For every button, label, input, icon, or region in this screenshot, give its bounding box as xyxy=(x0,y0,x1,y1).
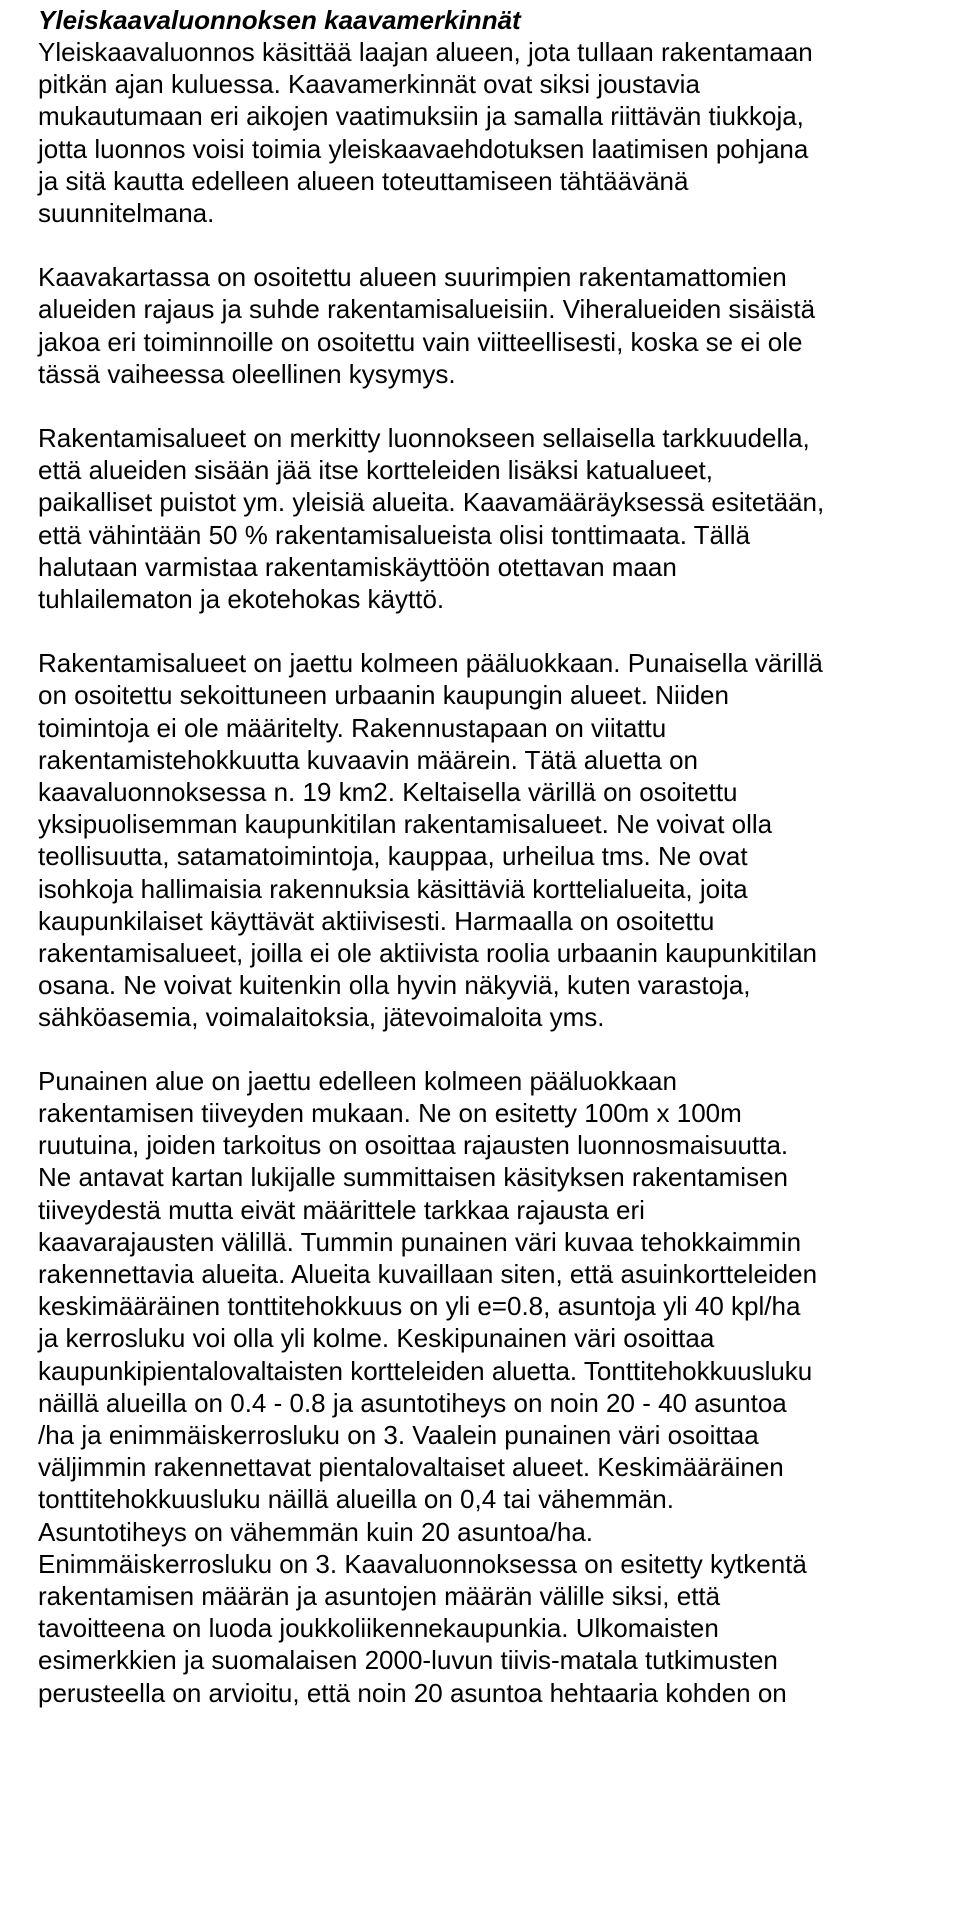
text-line: osana. Ne voivat kuitenkin olla hyvin näkyviä, kuten varastoja, xyxy=(38,970,751,1001)
text-line: isohkoja hallimaisia rakennuksia käsittäviä korttelialueita, joita xyxy=(38,873,748,904)
text-line: kaupunkilaiset käyttävät aktiivisesti. Harmaalla on osoitettu xyxy=(38,905,715,936)
text-line: suunnitelmana. xyxy=(38,198,215,229)
text-line: kaavaluonnoksessa n. 19 km2. Keltaisella värillä on osoitettu xyxy=(38,777,738,808)
paragraph-spacer xyxy=(38,390,940,422)
text-line: tonttitehokkuusluku näillä alueilla on 0,4 tai vähemmän. xyxy=(38,1484,674,1515)
text-line: jotta luonnos voisi toimia yleiskaavaehdotuksen laatimisen pohjana xyxy=(38,133,809,164)
text-line: tässä vaiheessa oleellinen kysymys. xyxy=(38,358,456,389)
text-line: on osoitettu sekoittuneen urbaanin kaupungin alueet. Niiden xyxy=(38,680,729,711)
paragraph-red-density xyxy=(38,1065,940,1709)
text-line: teollisuutta, satamatoimintoja, kauppaa, urheilua tms. Ne ovat xyxy=(38,841,748,872)
text-line: rakentamisalueet, joilla ei ole aktiivista roolia urbaanin kaupunkitilan xyxy=(38,938,817,969)
text-line: /ha ja enimmäiskerrosluku on 3. Vaalein punainen väri osoittaa xyxy=(38,1419,759,1450)
text-line: tuhlailematon ja ekotehokas käyttö. xyxy=(38,584,445,615)
text-line: halutaan varmistaa rakentamiskäyttöön otettavan maan xyxy=(38,551,677,582)
paragraph-main-classes xyxy=(38,647,940,1033)
text-line: ruutuina, joiden tarkoitus on osoittaa rajausten luonnosmaisuutta. xyxy=(38,1130,789,1161)
text-line: Kaavakartassa on osoitettu alueen suurimpien rakentamattomien xyxy=(38,262,787,293)
text-line: Asuntotiheys on vähemmän kuin 20 asuntoa/ha. xyxy=(38,1516,594,1547)
text-line: keskimääräinen tonttitehokkuus on yli e=0.8, asuntoja yli 40 kpl/ha xyxy=(38,1291,801,1322)
text-line: Rakentamisalueet on merkitty luonnokseen sellaisella tarkkuudella, xyxy=(38,423,810,454)
text-line: jakoa eri toiminnoille on osoitettu vain viitteellisesti, koska se ei ole xyxy=(38,326,803,357)
text-line: pitkän ajan kuluessa. Kaavamerkinnät ovat siksi joustavia xyxy=(38,69,700,100)
document-title: Yleiskaavaluonnoksen kaavamerkinnät xyxy=(38,5,521,35)
text-line: että alueiden sisään jää itse kortteleiden lisäksi katualueet, xyxy=(38,455,713,486)
text-line: Enimmäiskerrosluku on 3. Kaavaluonnoksessa on esitetty kytkentä xyxy=(38,1548,807,1579)
text-line: Yleiskaavaluonnos käsittää laajan alueen, jota tullaan rakentamaan xyxy=(38,37,813,67)
paragraph-building-areas xyxy=(38,422,940,615)
text-line: väljimmin rakennettavat pientalovaltaiset alueet. Keskimääräinen xyxy=(38,1452,784,1483)
text-line: tavoitteena on luoda joukkoliikennekaupunkia. Ulkomaisten xyxy=(38,1613,719,1644)
text-line: rakentamisen määrän ja asuntojen määrän välille siksi, että xyxy=(38,1580,721,1611)
text-line: ja sitä kautta edelleen alueen toteuttamiseen tähtäävänä xyxy=(38,165,689,196)
text-line: rakentamistehokkuutta kuvaavin määrein. Tätä aluetta on xyxy=(38,744,699,775)
text-line: näillä alueilla on 0.4 - 0.8 ja asuntotiheys on noin 20 - 40 asuntoa xyxy=(38,1387,787,1418)
text-line: Ne antavat kartan lukijalle summittaisen käsityksen rakentamisen xyxy=(38,1162,789,1193)
paragraph-spacer xyxy=(38,229,940,261)
text-line: sähköasemia, voimalaitoksia, jätevoimaloita yms. xyxy=(38,1002,605,1033)
text-line: toimintoja ei ole määritelty. Rakennustapaan on viitattu xyxy=(38,712,667,743)
text-line: kaavarajausten välillä. Tummin punainen väri kuvaa tehokkaimmin xyxy=(38,1226,802,1257)
paragraph-spacer xyxy=(38,615,940,647)
text-line: Rakentamisalueet on jaettu kolmeen pääluokkaan. Punaisella värillä xyxy=(38,648,823,679)
text-line: yksipuolisemman kaupunkitilan rakentamisalueet. Ne voivat olla xyxy=(38,809,773,840)
text-line: paikalliset puistot ym. yleisiä alueita. Kaavamääräyksessä esitetään, xyxy=(38,487,825,518)
paragraph-spacer xyxy=(38,1034,940,1065)
text-line: alueiden rajaus ja suhde rakentamisalueisiin. Viheralueiden sisäistä xyxy=(38,294,816,325)
text-line: mukautumaan eri aikojen vaatimuksiin ja samalla riittävän tiukkoja, xyxy=(38,101,804,132)
paragraph-map-scope xyxy=(38,261,940,390)
text-line: että vähintään 50 % rakentamisalueista olisi tonttimaata. Tällä xyxy=(38,519,751,550)
text-line: Punainen alue on jaettu edelleen kolmeen pääluokkaan xyxy=(38,1065,677,1096)
text-line: esimerkkien ja suomalaisen 2000-luvun tiivis-matala tutkimusten xyxy=(38,1645,778,1676)
text-line: perusteella on arvioitu, että noin 20 asuntoa hehtaaria kohden on xyxy=(38,1677,787,1708)
text-line: kaupunkipientalovaltaisten kortteleiden aluetta. Tonttitehokkuusluku xyxy=(38,1355,813,1386)
text-line: ja kerrosluku voi olla yli kolme. Keskipunainen väri osoittaa xyxy=(38,1323,715,1354)
text-line: rakennettavia alueita. Alueita kuvaillaan siten, että asuinkortteleiden xyxy=(38,1258,818,1289)
paragraph-intro xyxy=(38,36,940,229)
text-line: tiiveydestä mutta eivät määrittele tarkkaa rajausta eri xyxy=(38,1194,645,1225)
text-line: rakentamisen tiiveyden mukaan. Ne on esitetty 100m x 100m xyxy=(38,1097,742,1128)
